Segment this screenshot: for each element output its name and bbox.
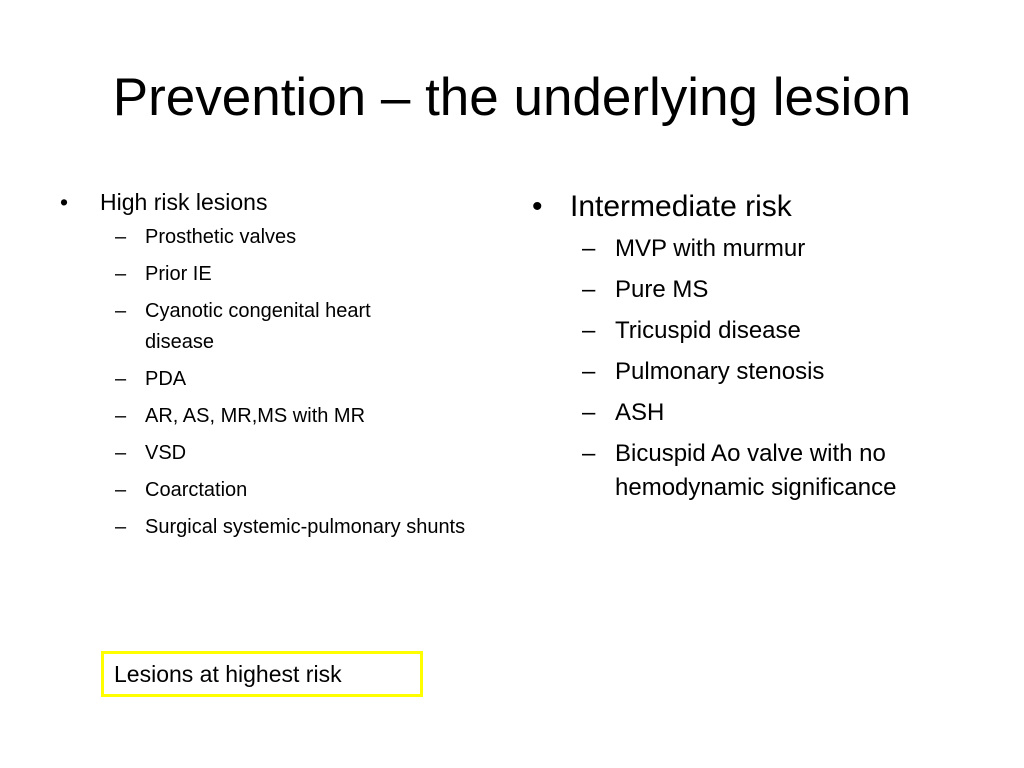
list-item: [582, 396, 972, 430]
list-item-text: Pulmonary stenosis: [615, 358, 825, 385]
highest-risk-callout: Lesions at highest risk: [101, 651, 423, 697]
list-item: [115, 475, 500, 506]
list-item-text: Cyanotic congenital heart disease: [145, 300, 371, 353]
dash-icon: –: [115, 263, 127, 285]
bullet-icon: •: [532, 190, 543, 223]
list-item-text: MVP with murmur: [615, 235, 806, 262]
intermediate-risk-column: [532, 188, 972, 512]
dash-icon: –: [115, 405, 127, 427]
list-item: [582, 273, 972, 307]
dash-icon: –: [115, 300, 127, 322]
high-risk-list: [115, 222, 500, 543]
list-item-text: Prosthetic valves: [145, 226, 297, 248]
list-item-text: Bicuspid Ao valve with no hemodynamic significance: [615, 440, 897, 501]
list-item: [115, 512, 500, 543]
list-item: [115, 296, 500, 358]
dash-icon: –: [582, 317, 596, 344]
dash-icon: –: [115, 442, 127, 464]
list-item-text: Coarctation: [145, 479, 248, 501]
intermediate-risk-heading-text: Intermediate risk: [570, 190, 792, 223]
dash-icon: –: [115, 226, 127, 248]
list-item: [115, 259, 500, 290]
list-item: [582, 314, 972, 348]
intermediate-risk-heading: [532, 188, 972, 226]
list-item-text: Tricuspid disease: [615, 317, 801, 344]
bullet-icon: •: [60, 189, 69, 215]
dash-icon: –: [582, 440, 596, 467]
list-item: [115, 222, 500, 253]
list-item: [582, 232, 972, 266]
list-item: [582, 437, 972, 505]
dash-icon: –: [582, 399, 596, 426]
dash-icon: –: [582, 358, 596, 385]
list-item-text: Surgical systemic-pulmonary shunts: [145, 516, 466, 538]
list-item-text: PDA: [145, 368, 187, 390]
list-item: [115, 438, 500, 469]
dash-icon: –: [115, 516, 127, 538]
high-risk-heading-text: High risk lesions: [100, 189, 268, 215]
list-item: [115, 364, 500, 395]
dash-icon: –: [115, 368, 127, 390]
slide-title: Prevention – the underlying lesion: [112, 68, 912, 127]
dash-icon: –: [115, 479, 127, 501]
intermediate-risk-list: [582, 232, 972, 505]
list-item-text: VSD: [145, 442, 187, 464]
list-item: [582, 355, 972, 389]
list-item-text: Prior IE: [145, 263, 212, 285]
dash-icon: –: [582, 235, 596, 262]
list-item-text: ASH: [615, 399, 665, 426]
dash-icon: –: [582, 276, 596, 303]
high-risk-column: [60, 186, 500, 549]
list-item: [115, 401, 500, 432]
high-risk-heading: [60, 186, 500, 218]
list-item-text: Pure MS: [615, 276, 709, 303]
list-item-text: AR, AS, MR,MS with MR: [145, 405, 366, 427]
